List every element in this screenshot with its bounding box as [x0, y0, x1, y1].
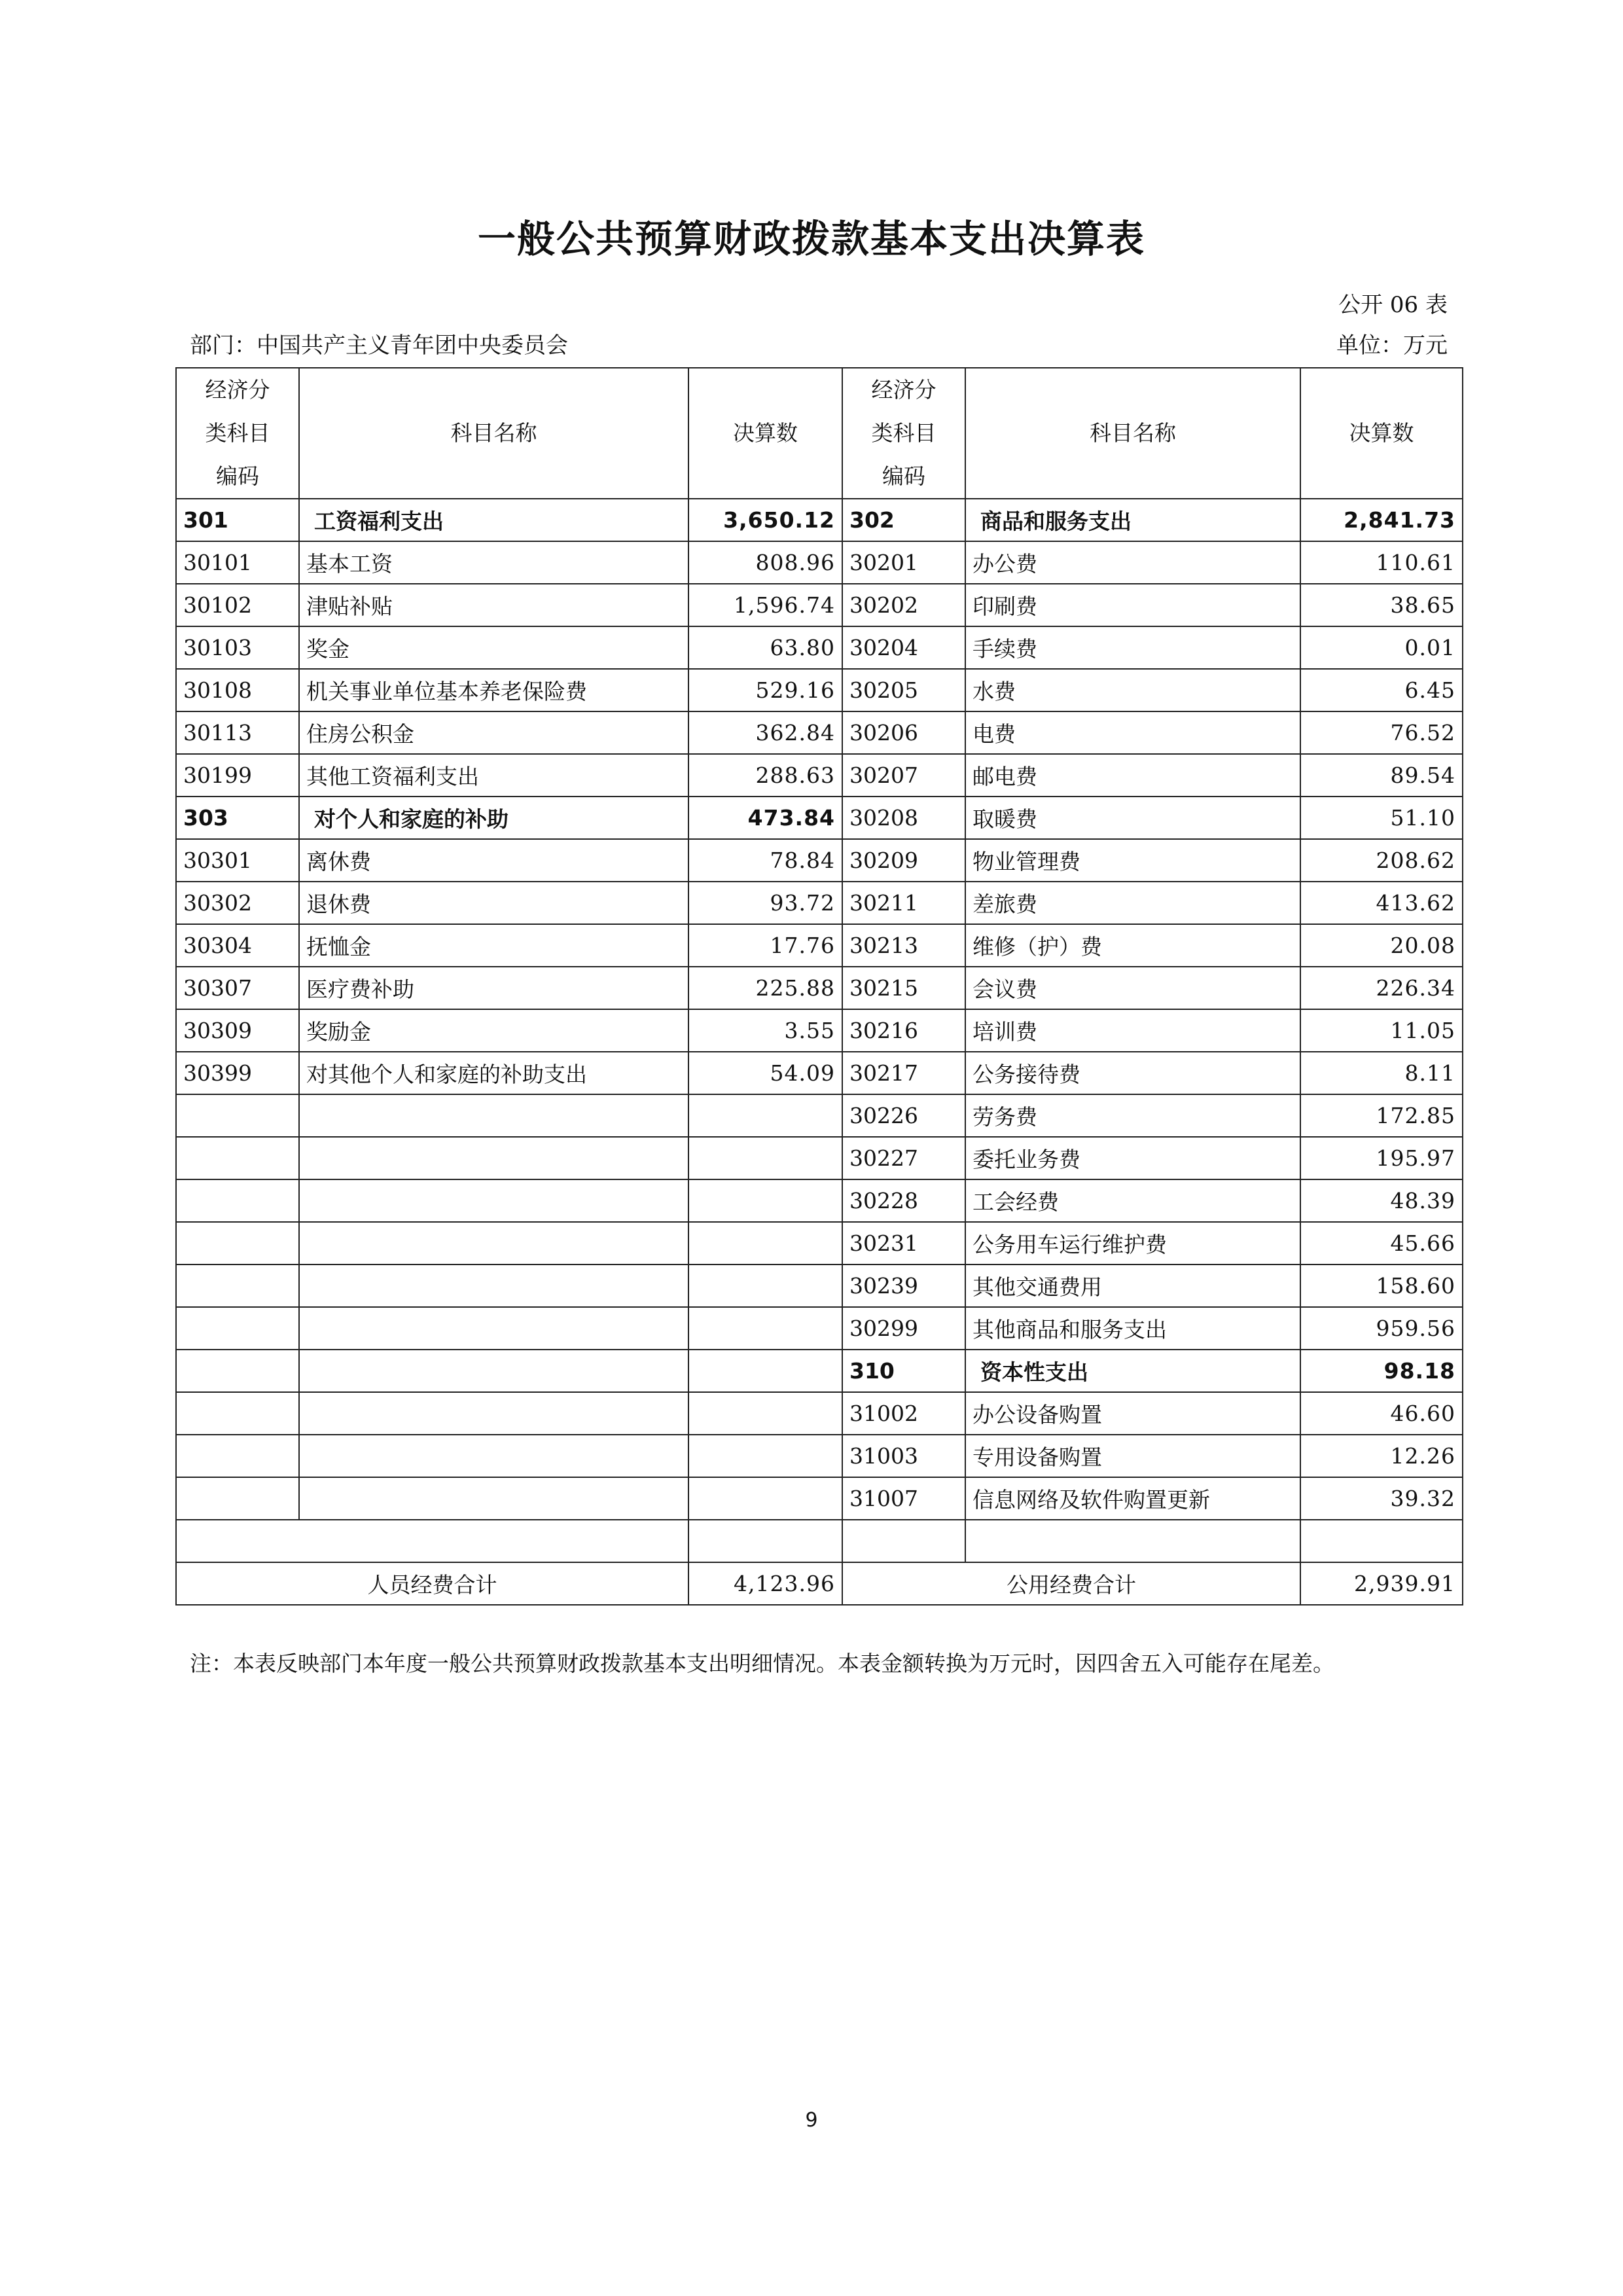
- left-code-cell: 30103: [176, 626, 299, 669]
- right-code-cell: 30299: [842, 1307, 965, 1350]
- right-amount-cell: 8.11: [1300, 1052, 1463, 1094]
- form-number: 公开 06 表: [1338, 292, 1448, 318]
- left-empty-cell: [299, 1392, 688, 1435]
- table-row: [176, 1307, 1463, 1350]
- right-amount-cell: 208.62: [1300, 839, 1463, 882]
- table-row: [176, 1350, 1463, 1392]
- table-row: [176, 1179, 1463, 1222]
- table-row: [176, 839, 1463, 882]
- left-name-cell: 机关事业单位基本养老保险费: [299, 669, 688, 711]
- table-row: [176, 1392, 1463, 1435]
- right-name-cell: 水费: [965, 669, 1300, 711]
- table-row: [176, 1052, 1463, 1094]
- left-empty-cell: [299, 1477, 688, 1520]
- left-empty-cell: [688, 1435, 842, 1477]
- table-row: [176, 1477, 1463, 1520]
- right-amount-cell: 0.01: [1300, 626, 1463, 669]
- header-code-line: 类科目: [871, 420, 936, 446]
- expenditure-table: [175, 367, 1463, 1605]
- right-code-cell: 30201: [842, 541, 965, 584]
- right-amount-cell: 98.18: [1300, 1350, 1463, 1392]
- right-name-cell: 差旅费: [965, 882, 1300, 924]
- header-name-right: 科目名称: [965, 368, 1300, 499]
- header-code-left: [176, 368, 299, 499]
- left-empty-cell: [176, 1477, 299, 1520]
- left-empty-cell: [299, 1265, 688, 1307]
- table-row: [176, 626, 1463, 669]
- left-name-cell: 住房公积金: [299, 711, 688, 754]
- left-code-cell: 303: [176, 797, 299, 839]
- table-row: [176, 754, 1463, 797]
- right-code-cell: 30204: [842, 626, 965, 669]
- left-empty-cell: [299, 1179, 688, 1222]
- left-code-cell: 30108: [176, 669, 299, 711]
- left-empty-cell: [176, 1179, 299, 1222]
- right-code-cell: 310: [842, 1350, 965, 1392]
- table-row: [176, 967, 1463, 1009]
- table-row: [176, 669, 1463, 711]
- left-empty-cell: [688, 1222, 842, 1265]
- public-total-label: 公用经费合计: [842, 1562, 1300, 1605]
- totals-row: [176, 1562, 1463, 1605]
- table-row: [176, 797, 1463, 839]
- left-amount-cell: 473.84: [688, 797, 842, 839]
- right-code-cell: 302: [842, 499, 965, 541]
- left-empty-cell: [688, 1520, 842, 1562]
- right-amount-cell: 6.45: [1300, 669, 1463, 711]
- personnel-total-label: 人员经费合计: [176, 1562, 688, 1605]
- left-amount-cell: 362.84: [688, 711, 842, 754]
- right-name-cell: 信息网络及软件购置更新: [965, 1477, 1300, 1520]
- right-code-cell: 31002: [842, 1392, 965, 1435]
- right-name-cell: 商品和服务支出: [965, 499, 1300, 541]
- left-name-cell: 退休费: [299, 882, 688, 924]
- left-empty-cell: [176, 1265, 299, 1307]
- left-code-cell: 30101: [176, 541, 299, 584]
- right-name-cell: 会议费: [965, 967, 1300, 1009]
- right-amount-cell: 959.56: [1300, 1307, 1463, 1350]
- right-code-cell: 30239: [842, 1265, 965, 1307]
- left-name-cell: 奖励金: [299, 1009, 688, 1052]
- table-row: [176, 924, 1463, 967]
- left-code-cell: 30309: [176, 1009, 299, 1052]
- left-empty-cell: [176, 1435, 299, 1477]
- left-amount-cell: 529.16: [688, 669, 842, 711]
- left-empty-cell: [299, 1222, 688, 1265]
- left-name-cell: 对个人和家庭的补助: [299, 797, 688, 839]
- header-amount-left: 决算数: [688, 368, 842, 499]
- left-empty-cell: [688, 1307, 842, 1350]
- right-amount-cell: 172.85: [1300, 1094, 1463, 1137]
- right-name-cell: 办公费: [965, 541, 1300, 584]
- right-name-cell: 劳务费: [965, 1094, 1300, 1137]
- left-empty-cell: [299, 1094, 688, 1137]
- left-empty-cell: [176, 1137, 299, 1179]
- left-empty-cell: [176, 1307, 299, 1350]
- header-code-right: [842, 368, 965, 499]
- department-label: 部门：中国共产主义青年团中央委员会: [190, 332, 568, 359]
- public-total-amount: 2,939.91: [1300, 1562, 1463, 1605]
- header-code-line: 经济分: [205, 377, 270, 403]
- unit-label: 单位：万元: [1336, 332, 1448, 359]
- right-name-cell: 其他商品和服务支出: [965, 1307, 1300, 1350]
- right-code-cell: 30215: [842, 967, 965, 1009]
- left-empty-cell: [688, 1265, 842, 1307]
- right-name-cell: 取暖费: [965, 797, 1300, 839]
- right-empty-cell: [1300, 1520, 1463, 1562]
- right-name-cell: 资本性支出: [965, 1350, 1300, 1392]
- right-amount-cell: 12.26: [1300, 1435, 1463, 1477]
- right-code-cell: 30209: [842, 839, 965, 882]
- right-code-cell: 30217: [842, 1052, 965, 1094]
- left-code-cell: 30307: [176, 967, 299, 1009]
- right-code-cell: 30213: [842, 924, 965, 967]
- left-amount-cell: 17.76: [688, 924, 842, 967]
- right-code-cell: 30205: [842, 669, 965, 711]
- right-code-cell: 31007: [842, 1477, 965, 1520]
- table-row: [176, 882, 1463, 924]
- right-empty-cell: [965, 1520, 1300, 1562]
- left-name-cell: 奖金: [299, 626, 688, 669]
- right-code-cell: 30206: [842, 711, 965, 754]
- header-amount-right: 决算数: [1300, 368, 1463, 499]
- left-empty-cell: [299, 1137, 688, 1179]
- right-name-cell: 电费: [965, 711, 1300, 754]
- right-amount-cell: 89.54: [1300, 754, 1463, 797]
- table-row: [176, 1222, 1463, 1265]
- right-code-cell: 31003: [842, 1435, 965, 1477]
- right-amount-cell: 45.66: [1300, 1222, 1463, 1265]
- left-empty-cell: [176, 1520, 688, 1562]
- right-amount-cell: 51.10: [1300, 797, 1463, 839]
- header-name-left: 科目名称: [299, 368, 688, 499]
- left-code-cell: 30102: [176, 584, 299, 626]
- left-code-cell: 30304: [176, 924, 299, 967]
- right-amount-cell: 11.05: [1300, 1009, 1463, 1052]
- right-name-cell: 培训费: [965, 1009, 1300, 1052]
- right-amount-cell: 39.32: [1300, 1477, 1463, 1520]
- table-header-row: [176, 368, 1463, 499]
- right-code-cell: 30208: [842, 797, 965, 839]
- left-empty-cell: [688, 1137, 842, 1179]
- right-amount-cell: 2,841.73: [1300, 499, 1463, 541]
- right-code-cell: 30226: [842, 1094, 965, 1137]
- right-amount-cell: 413.62: [1300, 882, 1463, 924]
- right-name-cell: 其他交通费用: [965, 1265, 1300, 1307]
- page-number: 9: [805, 2109, 818, 2132]
- right-name-cell: 公务接待费: [965, 1052, 1300, 1094]
- left-code-cell: 30113: [176, 711, 299, 754]
- table-row: [176, 1094, 1463, 1137]
- right-code-cell: 30211: [842, 882, 965, 924]
- right-name-cell: 物业管理费: [965, 839, 1300, 882]
- left-name-cell: 医疗费补助: [299, 967, 688, 1009]
- left-amount-cell: 93.72: [688, 882, 842, 924]
- left-amount-cell: 225.88: [688, 967, 842, 1009]
- left-amount-cell: 808.96: [688, 541, 842, 584]
- table-row: [176, 541, 1463, 584]
- table-note: 注：本表反映部门本年度一般公共预算财政拨款基本支出明细情况。本表金额转换为万元时，因四舍五入可能存在尾差。: [190, 1651, 1334, 1676]
- left-empty-cell: [176, 1350, 299, 1392]
- left-amount-cell: 63.80: [688, 626, 842, 669]
- right-code-cell: 30216: [842, 1009, 965, 1052]
- right-empty-cell: [842, 1520, 965, 1562]
- page-title: 一般公共预算财政拨款基本支出决算表: [477, 217, 1145, 261]
- header-code-line: 经济分: [871, 377, 936, 403]
- right-name-cell: 委托业务费: [965, 1137, 1300, 1179]
- right-code-cell: 30207: [842, 754, 965, 797]
- right-amount-cell: 20.08: [1300, 924, 1463, 967]
- left-amount-cell: 78.84: [688, 839, 842, 882]
- right-name-cell: 手续费: [965, 626, 1300, 669]
- right-amount-cell: 110.61: [1300, 541, 1463, 584]
- table-row: [176, 499, 1463, 541]
- right-name-cell: 专用设备购置: [965, 1435, 1300, 1477]
- right-code-cell: 30202: [842, 584, 965, 626]
- left-empty-cell: [176, 1222, 299, 1265]
- right-amount-cell: 195.97: [1300, 1137, 1463, 1179]
- left-code-cell: 301: [176, 499, 299, 541]
- left-empty-cell: [688, 1477, 842, 1520]
- table-row: [176, 1435, 1463, 1477]
- left-empty-cell: [176, 1094, 299, 1137]
- left-code-cell: 30302: [176, 882, 299, 924]
- left-code-cell: 30301: [176, 839, 299, 882]
- left-name-cell: 离休费: [299, 839, 688, 882]
- left-code-cell: 30399: [176, 1052, 299, 1094]
- table-row: [176, 1137, 1463, 1179]
- header-code-line: 编码: [216, 463, 259, 489]
- left-empty-cell: [176, 1392, 299, 1435]
- right-name-cell: 办公设备购置: [965, 1392, 1300, 1435]
- right-code-cell: 30228: [842, 1179, 965, 1222]
- left-empty-cell: [299, 1435, 688, 1477]
- left-name-cell: 其他工资福利支出: [299, 754, 688, 797]
- left-empty-cell: [688, 1392, 842, 1435]
- right-amount-cell: 158.60: [1300, 1265, 1463, 1307]
- right-name-cell: 印刷费: [965, 584, 1300, 626]
- right-code-cell: 30227: [842, 1137, 965, 1179]
- left-name-cell: 基本工资: [299, 541, 688, 584]
- right-amount-cell: 38.65: [1300, 584, 1463, 626]
- left-empty-cell: [299, 1350, 688, 1392]
- right-amount-cell: 48.39: [1300, 1179, 1463, 1222]
- left-amount-cell: 3,650.12: [688, 499, 842, 541]
- table-row: [176, 711, 1463, 754]
- right-amount-cell: 226.34: [1300, 967, 1463, 1009]
- left-name-cell: 对其他个人和家庭的补助支出: [299, 1052, 688, 1094]
- left-name-cell: 抚恤金: [299, 924, 688, 967]
- table-row: [176, 1265, 1463, 1307]
- personnel-total-amount: 4,123.96: [688, 1562, 842, 1605]
- table-row: [176, 584, 1463, 626]
- left-empty-cell: [688, 1350, 842, 1392]
- left-empty-cell: [688, 1094, 842, 1137]
- left-empty-cell: [299, 1307, 688, 1350]
- right-amount-cell: 76.52: [1300, 711, 1463, 754]
- table-row: [176, 1520, 1463, 1562]
- left-amount-cell: 3.55: [688, 1009, 842, 1052]
- right-amount-cell: 46.60: [1300, 1392, 1463, 1435]
- right-name-cell: 公务用车运行维护费: [965, 1222, 1300, 1265]
- left-amount-cell: 54.09: [688, 1052, 842, 1094]
- header-code-line: 类科目: [205, 420, 270, 446]
- right-code-cell: 30231: [842, 1222, 965, 1265]
- table-row: [176, 1009, 1463, 1052]
- left-name-cell: 津贴补贴: [299, 584, 688, 626]
- left-amount-cell: 1,596.74: [688, 584, 842, 626]
- left-code-cell: 30199: [176, 754, 299, 797]
- right-name-cell: 维修（护）费: [965, 924, 1300, 967]
- right-name-cell: 邮电费: [965, 754, 1300, 797]
- right-name-cell: 工会经费: [965, 1179, 1300, 1222]
- left-empty-cell: [688, 1179, 842, 1222]
- left-name-cell: 工资福利支出: [299, 499, 688, 541]
- left-amount-cell: 288.63: [688, 754, 842, 797]
- header-code-line: 编码: [882, 463, 925, 489]
